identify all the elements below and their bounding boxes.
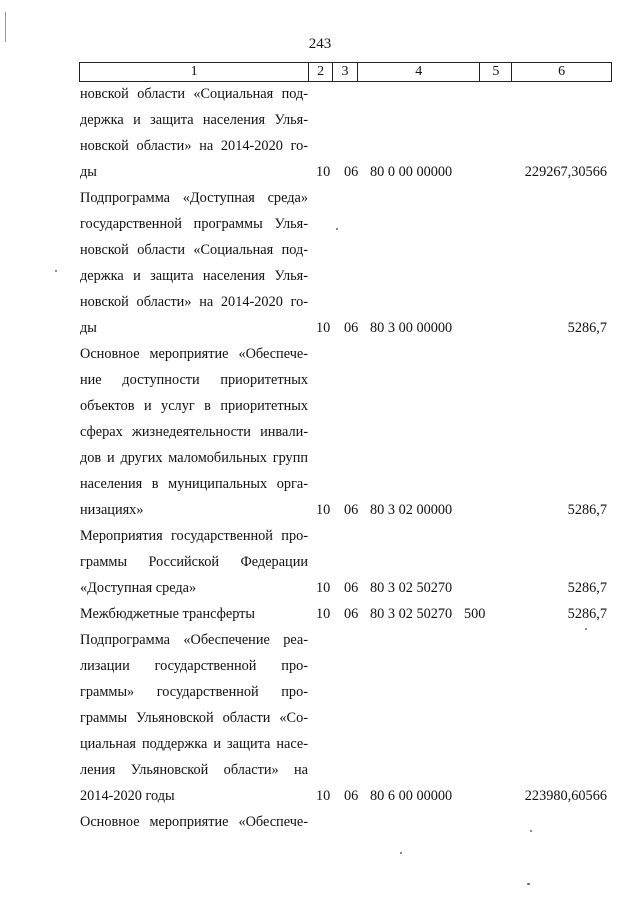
amount-value: 5286,7 [567,606,607,622]
subsection-code: 06 [344,164,359,180]
section-code: 10 [316,164,331,180]
header-col-1: 1 [80,63,309,81]
section-code: 10 [316,606,331,622]
subsection-code: 06 [344,320,359,336]
row-text-line: «Доступная среда» [80,580,197,596]
amount-value: 5286,7 [567,580,607,596]
row-text-line: дов и других маломобильных групп [80,450,308,466]
row-text-line: ды [80,164,97,180]
row-text-line: Подпрограмма «Доступная среда» [80,190,308,206]
subsection-code: 06 [344,606,359,622]
header-col-3: 3 [333,63,358,81]
scan-speck [530,830,532,832]
section-code: 10 [316,788,331,804]
row-text-line: ды [80,320,97,336]
header-col-2: 2 [309,63,333,81]
amount-value: 229267,30566 [524,164,607,180]
row-text-line: Мероприятия государственной про- [80,528,308,544]
row-text-line: ления Ульяновской области» на [80,762,308,778]
row-text-line: Подпрограмма «Обеспечение реа- [80,632,308,648]
target-article-code: 80 3 02 50270 [370,580,453,596]
amount-value: 5286,7 [567,320,607,336]
row-text-line: Основное мероприятие «Обеспече- [80,814,308,830]
row-text-line: низациях» [80,502,144,518]
row-text-line: объектов и услуг в приоритетных [80,398,308,414]
section-code: 10 [316,502,331,518]
expense-type-code: 500 [464,606,486,622]
row-text-line: сферах жизнедеятельности инвали- [80,424,308,440]
row-text-line: 2014-2020 годы [80,788,175,804]
subsection-code: 06 [344,502,359,518]
row-text-line: держка и защита населения Улья- [80,112,308,128]
section-code: 10 [316,320,331,336]
row-text-line: лизации государственной про- [80,658,308,674]
target-article-code: 80 3 02 50270 [370,606,453,622]
amount-value: 223980,60566 [524,788,607,804]
page-number: 243 [308,36,332,52]
target-article-code: 80 6 00 00000 [370,788,453,804]
section-code: 10 [316,580,331,596]
target-article-code: 80 3 02 00000 [370,502,453,518]
row-text-line: граммы Ульяновской области «Со- [80,710,308,726]
row-text-line: Основное мероприятие «Обеспече- [80,346,308,362]
row-text-line: новской области «Социальная под- [80,86,308,102]
amount-value: 5286,7 [567,502,607,518]
row-text-line: новской области» на 2014-2020 го- [80,138,308,154]
header-col-4: 4 [358,63,481,81]
scan-speck [400,852,402,854]
target-article-code: 80 0 00 00000 [370,164,453,180]
header-col-6: 6 [558,64,566,79]
row-text-line: новской области» на 2014-2020 го- [80,294,308,310]
row-text-line: граммы» государственной про- [80,684,308,700]
row-text-line: новской области «Социальная под- [80,242,308,258]
row-text-line: циальная поддержка и защита насе- [80,736,308,752]
scan-speck [55,270,57,272]
header-col-5: 5 [480,63,512,81]
scan-edge-mark [5,12,6,42]
target-article-code: 80 3 00 00000 [370,320,453,336]
table-header [79,62,612,82]
subsection-code: 06 [344,580,359,596]
subsection-code: 06 [344,788,359,804]
scan-speck [585,628,587,630]
scan-speck [336,228,338,230]
row-text-line: государственной программы Улья- [80,216,308,232]
row-text-line: граммы Российской Федерации [80,554,308,570]
row-text-line: ние доступности приоритетных [80,372,308,388]
scan-speck [527,883,530,885]
row-text-line: Межбюджетные трансферты [80,606,256,622]
row-text-line: держка и защита населения Улья- [80,268,308,284]
row-text-line: населения в муниципальных орга- [80,476,308,492]
